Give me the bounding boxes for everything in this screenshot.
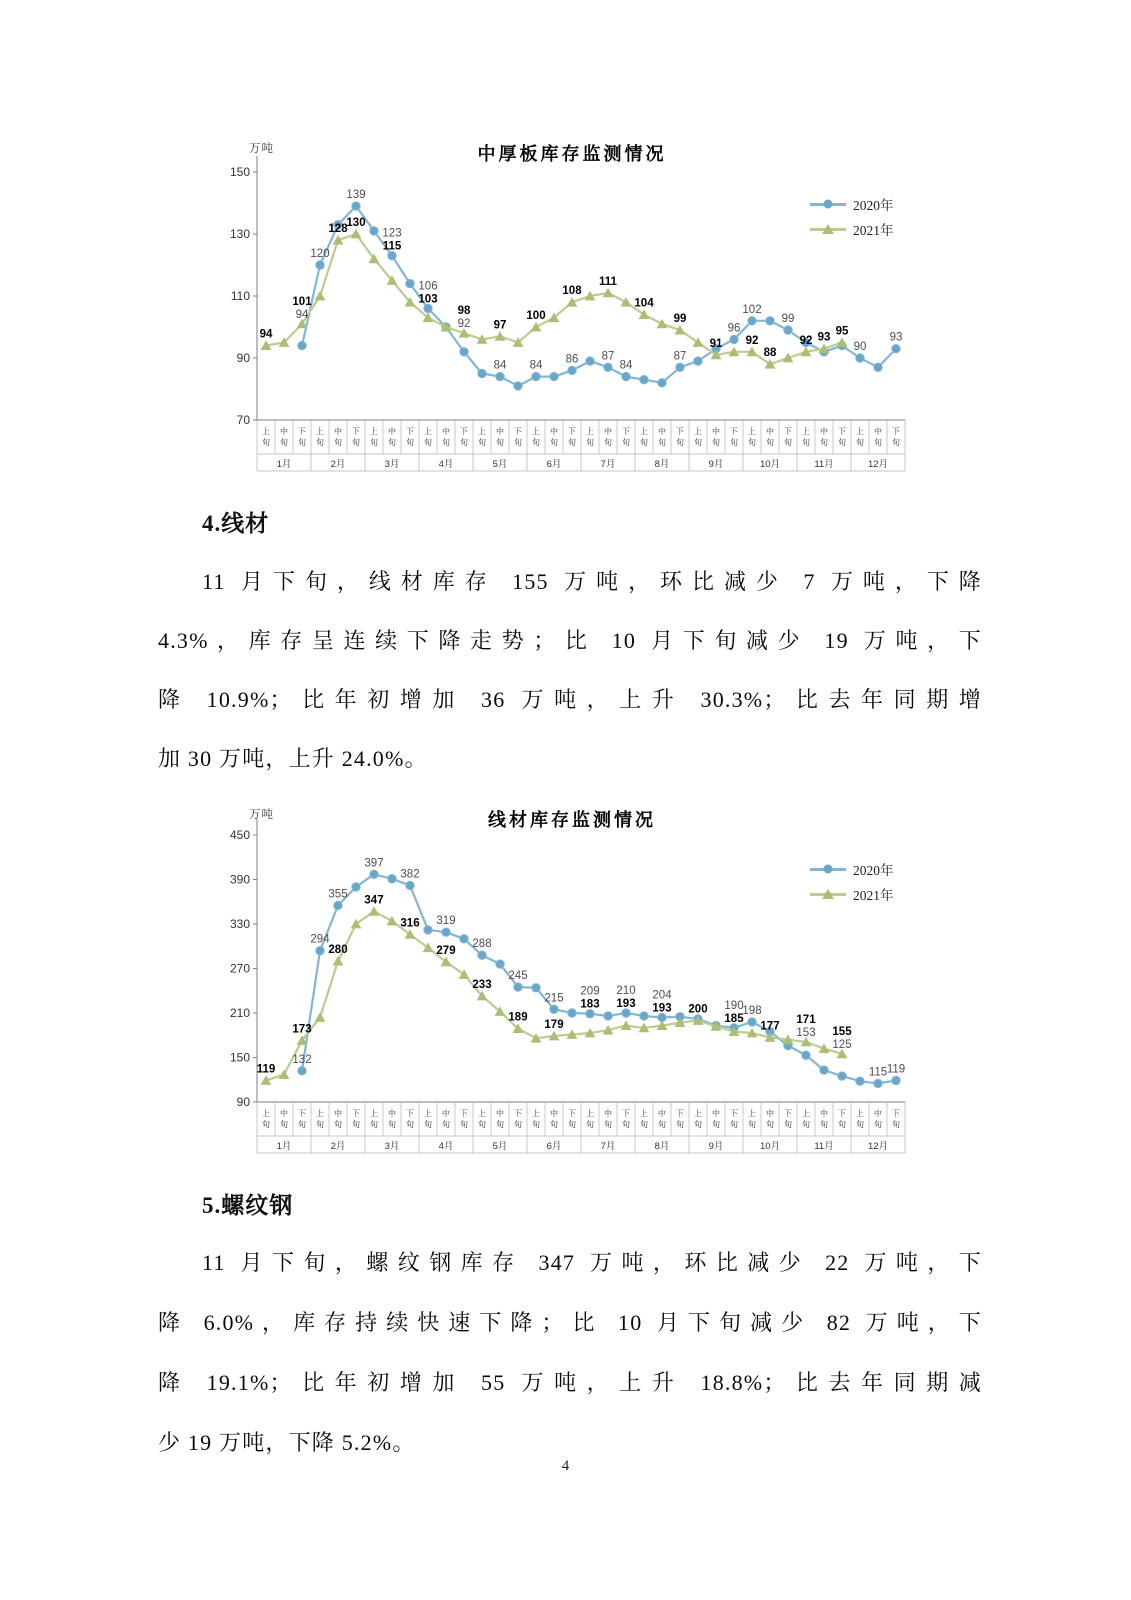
svg-text:12月: 12月 (867, 1141, 889, 1152)
svg-text:旬: 旬 (802, 1120, 810, 1129)
svg-text:102: 102 (742, 303, 762, 316)
svg-text:下: 下 (892, 1109, 900, 1118)
svg-text:319: 319 (436, 915, 456, 928)
svg-text:139: 139 (346, 189, 366, 202)
rebar-paragraph (158, 1233, 982, 1473)
svg-text:185: 185 (724, 1012, 744, 1025)
svg-text:旬: 旬 (424, 438, 432, 447)
svg-text:旬: 旬 (550, 1120, 558, 1129)
svg-text:中: 中 (280, 427, 288, 436)
svg-text:旬: 旬 (586, 438, 594, 447)
wire-rod-inventory-chart (222, 786, 922, 1160)
svg-text:130: 130 (346, 217, 366, 229)
svg-text:103: 103 (418, 293, 438, 306)
svg-text:110: 110 (230, 289, 250, 303)
svg-text:旬: 旬 (748, 438, 756, 447)
svg-text:9月: 9月 (708, 1141, 724, 1152)
svg-text:旬: 旬 (712, 438, 720, 447)
svg-text:中: 中 (442, 427, 450, 436)
svg-text:旬: 旬 (730, 1120, 738, 1129)
paragraph-line: 11 月下旬，螺纹钢库存 347 万吨，环比减少 22 万吨，下 (202, 1250, 982, 1275)
svg-text:上: 上 (478, 427, 486, 436)
svg-text:旬: 旬 (496, 438, 504, 447)
svg-text:旬: 旬 (316, 438, 324, 447)
svg-text:245: 245 (508, 970, 528, 983)
svg-text:下: 下 (406, 427, 414, 436)
svg-text:193: 193 (652, 1002, 672, 1015)
svg-text:382: 382 (400, 868, 420, 881)
svg-text:下: 下 (784, 427, 792, 436)
svg-text:旬: 旬 (784, 438, 792, 447)
svg-text:旬: 旬 (298, 438, 306, 447)
svg-text:下: 下 (676, 1109, 684, 1118)
svg-text:上: 上 (856, 1109, 864, 1118)
svg-text:旬: 旬 (262, 438, 270, 447)
svg-text:旬: 旬 (280, 1120, 288, 1129)
svg-text:中: 中 (658, 1109, 666, 1118)
svg-text:450: 450 (229, 828, 250, 842)
svg-text:上: 上 (262, 1109, 270, 1118)
svg-text:10月: 10月 (759, 1141, 781, 1152)
svg-text:旬: 旬 (838, 1120, 846, 1129)
wire-rod-paragraph (158, 552, 982, 788)
svg-text:旬: 旬 (694, 438, 702, 447)
legend-2020-label: 2020年 (853, 863, 894, 878)
svg-text:中: 中 (496, 1109, 504, 1118)
svg-text:下: 下 (514, 1109, 522, 1118)
svg-text:中: 中 (604, 427, 612, 436)
svg-text:94: 94 (295, 308, 309, 321)
svg-text:97: 97 (493, 319, 507, 332)
svg-text:171: 171 (796, 1013, 816, 1026)
svg-text:上: 上 (748, 1109, 756, 1118)
svg-text:中: 中 (766, 1109, 774, 1118)
svg-text:90: 90 (853, 341, 867, 353)
svg-text:99: 99 (781, 313, 795, 326)
svg-text:旬: 旬 (388, 1120, 396, 1129)
section-heading-rebar: 5.螺纹钢 (202, 1193, 294, 1218)
svg-text:旬: 旬 (262, 1120, 270, 1129)
svg-text:86: 86 (565, 353, 579, 366)
svg-text:旬: 旬 (460, 438, 468, 447)
svg-text:84: 84 (619, 359, 633, 372)
paragraph-line: 降 6.0%，库存持续快速下降；比 10 月下旬减少 82 万吨，下 (158, 1310, 982, 1335)
svg-text:92: 92 (457, 318, 471, 331)
svg-text:173: 173 (292, 1023, 312, 1036)
svg-text:84: 84 (529, 359, 543, 372)
svg-text:上: 上 (424, 427, 432, 436)
svg-text:88: 88 (763, 347, 777, 360)
svg-text:中: 中 (766, 427, 774, 436)
svg-text:旬: 旬 (532, 438, 540, 447)
svg-text:1月: 1月 (276, 1141, 292, 1152)
svg-text:209: 209 (580, 985, 600, 998)
svg-text:204: 204 (652, 989, 672, 1002)
svg-text:7月: 7月 (600, 459, 616, 470)
svg-text:8月: 8月 (654, 459, 670, 470)
legend-2021-label: 2021年 (853, 223, 894, 238)
svg-text:189: 189 (508, 1011, 528, 1024)
section-heading-wire-rod: 4.线材 (202, 511, 270, 536)
svg-text:183: 183 (580, 998, 600, 1011)
svg-text:316: 316 (400, 917, 420, 930)
svg-text:旬: 旬 (586, 1120, 594, 1129)
svg-text:下: 下 (838, 427, 846, 436)
svg-text:旬: 旬 (766, 438, 774, 447)
paragraph-line: 11 月下旬，线材库存 155 万吨，环比减少 7 万吨，下降 (202, 569, 982, 594)
svg-text:下: 下 (622, 1109, 630, 1118)
svg-text:中: 中 (820, 427, 828, 436)
svg-text:上: 上 (316, 427, 324, 436)
svg-text:中: 中 (658, 427, 666, 436)
svg-text:中: 中 (712, 427, 720, 436)
svg-text:旬: 旬 (442, 1120, 450, 1129)
svg-text:上: 上 (424, 1109, 432, 1118)
svg-text:旬: 旬 (622, 438, 630, 447)
svg-text:87: 87 (601, 350, 615, 363)
svg-text:中: 中 (820, 1109, 828, 1118)
svg-text:旬: 旬 (712, 1120, 720, 1129)
svg-text:中: 中 (388, 427, 396, 436)
svg-text:下: 下 (514, 427, 522, 436)
svg-text:旬: 旬 (748, 1120, 756, 1129)
svg-text:下: 下 (352, 427, 360, 436)
svg-text:中: 中 (712, 1109, 720, 1118)
svg-text:旬: 旬 (874, 1120, 882, 1129)
svg-text:101: 101 (292, 295, 312, 308)
svg-text:旬: 旬 (604, 1120, 612, 1129)
svg-text:100: 100 (526, 310, 546, 322)
svg-text:旬: 旬 (424, 1120, 432, 1129)
svg-text:旬: 旬 (730, 438, 738, 447)
svg-text:294: 294 (310, 933, 330, 946)
svg-text:下: 下 (568, 1109, 576, 1118)
svg-text:94: 94 (259, 328, 273, 341)
svg-text:下: 下 (298, 1109, 306, 1118)
svg-text:中: 中 (874, 1109, 882, 1118)
svg-text:上: 上 (532, 427, 540, 436)
svg-text:上: 上 (370, 427, 378, 436)
chart-title: 中厚板库存监测情况 (477, 144, 667, 164)
svg-text:旬: 旬 (892, 438, 900, 447)
svg-text:上: 上 (586, 1109, 594, 1118)
svg-text:下: 下 (892, 427, 900, 436)
svg-text:90: 90 (236, 351, 250, 365)
svg-text:128: 128 (328, 223, 348, 236)
svg-text:旬: 旬 (388, 438, 396, 447)
svg-text:123: 123 (382, 227, 402, 240)
svg-text:99: 99 (673, 313, 687, 326)
svg-text:150: 150 (229, 165, 250, 179)
svg-text:下: 下 (676, 427, 684, 436)
svg-text:旬: 旬 (478, 438, 486, 447)
svg-text:下: 下 (460, 1109, 468, 1118)
svg-text:旬: 旬 (370, 1120, 378, 1129)
svg-text:旬: 旬 (694, 1120, 702, 1129)
svg-text:70: 70 (236, 413, 250, 427)
legend-2021-label: 2021年 (853, 888, 894, 903)
svg-text:355: 355 (328, 888, 348, 901)
paragraph-line: 加 30 万吨，上升 24.0%。 (158, 746, 428, 771)
svg-text:330: 330 (229, 917, 250, 931)
svg-text:104: 104 (634, 297, 654, 310)
svg-text:6月: 6月 (546, 1141, 562, 1152)
svg-text:98: 98 (457, 305, 471, 318)
svg-text:2月: 2月 (330, 1141, 346, 1152)
svg-text:95: 95 (835, 325, 849, 338)
svg-text:旬: 旬 (856, 438, 864, 447)
svg-text:旬: 旬 (640, 1120, 648, 1129)
svg-text:旬: 旬 (532, 1120, 540, 1129)
svg-text:下: 下 (622, 427, 630, 436)
svg-text:上: 上 (802, 1109, 810, 1118)
svg-text:115: 115 (382, 240, 402, 253)
svg-text:87: 87 (673, 350, 687, 363)
svg-text:旬: 旬 (604, 438, 612, 447)
svg-text:7月: 7月 (600, 1141, 616, 1152)
svg-text:179: 179 (544, 1018, 564, 1031)
svg-text:11月: 11月 (814, 459, 834, 470)
svg-text:130: 130 (229, 227, 250, 241)
svg-text:旬: 旬 (496, 1120, 504, 1129)
svg-text:上: 上 (640, 1109, 648, 1118)
svg-text:旬: 旬 (316, 1120, 324, 1129)
svg-text:旬: 旬 (640, 438, 648, 447)
svg-text:上: 上 (802, 427, 810, 436)
svg-text:旬: 旬 (838, 438, 846, 447)
svg-text:上: 上 (748, 427, 756, 436)
svg-text:旬: 旬 (874, 438, 882, 447)
svg-text:下: 下 (838, 1109, 846, 1118)
svg-text:153: 153 (796, 1026, 816, 1039)
svg-text:150: 150 (229, 1050, 250, 1065)
svg-text:90: 90 (236, 1095, 250, 1109)
svg-text:270: 270 (229, 961, 250, 976)
page-number: 4 (561, 1458, 570, 1474)
medium-plate-inventory-chart (222, 138, 922, 478)
svg-text:200: 200 (688, 1003, 708, 1016)
svg-text:旬: 旬 (442, 438, 450, 447)
svg-text:下: 下 (298, 427, 306, 436)
svg-text:下: 下 (730, 1109, 738, 1118)
svg-text:旬: 旬 (550, 438, 558, 447)
svg-text:215: 215 (544, 992, 564, 1005)
y-axis-unit: 万吨 (249, 809, 274, 821)
chart-title: 线材库存监测情况 (488, 810, 656, 830)
svg-text:中: 中 (280, 1109, 288, 1118)
svg-text:279: 279 (436, 944, 456, 957)
svg-text:上: 上 (694, 1109, 702, 1118)
svg-text:下: 下 (352, 1109, 360, 1118)
svg-text:193: 193 (616, 998, 636, 1010)
svg-text:93: 93 (817, 331, 831, 344)
svg-text:84: 84 (493, 359, 507, 372)
svg-text:上: 上 (316, 1109, 324, 1118)
svg-text:旬: 旬 (568, 1120, 576, 1129)
paragraph-line: 4.3%，库存呈连续下降走势；比 10 月下旬减少 19 万吨，下 (158, 628, 982, 653)
svg-text:1月: 1月 (276, 459, 292, 470)
svg-text:旬: 旬 (568, 438, 576, 447)
svg-text:旬: 旬 (406, 1120, 414, 1129)
svg-text:中: 中 (496, 427, 504, 436)
svg-text:233: 233 (472, 978, 492, 991)
svg-text:93: 93 (889, 331, 903, 344)
svg-text:中: 中 (874, 427, 882, 436)
svg-text:5月: 5月 (492, 1141, 508, 1152)
svg-text:4月: 4月 (438, 459, 454, 470)
svg-text:中: 中 (334, 1109, 342, 1118)
svg-text:上: 上 (694, 427, 702, 436)
svg-text:旬: 旬 (820, 438, 828, 447)
svg-text:3月: 3月 (384, 459, 400, 470)
svg-text:中: 中 (388, 1109, 396, 1118)
svg-text:旬: 旬 (658, 1120, 666, 1129)
svg-text:下: 下 (730, 427, 738, 436)
svg-text:旬: 旬 (856, 1120, 864, 1129)
svg-text:中: 中 (550, 1109, 558, 1118)
svg-text:上: 上 (856, 427, 864, 436)
svg-text:92: 92 (799, 334, 813, 347)
svg-text:中: 中 (442, 1109, 450, 1118)
svg-text:9月: 9月 (708, 459, 724, 470)
svg-text:125: 125 (832, 1038, 852, 1051)
svg-text:288: 288 (472, 938, 492, 951)
svg-text:旬: 旬 (766, 1120, 774, 1129)
svg-text:10月: 10月 (759, 459, 781, 470)
svg-text:中: 中 (550, 427, 558, 436)
svg-text:旬: 旬 (406, 438, 414, 447)
svg-text:旬: 旬 (370, 438, 378, 447)
svg-text:155: 155 (832, 1025, 852, 1038)
y-axis-unit: 万吨 (249, 143, 274, 155)
svg-text:91: 91 (709, 337, 723, 350)
svg-text:中: 中 (334, 427, 342, 436)
svg-text:下: 下 (406, 1109, 414, 1118)
svg-text:旬: 旬 (784, 1120, 792, 1129)
svg-text:108: 108 (562, 285, 582, 298)
svg-text:下: 下 (568, 427, 576, 436)
paragraph-line: 少 19 万吨，下降 5.2%。 (158, 1430, 416, 1455)
medium-plate-inventory-plot (222, 138, 922, 478)
svg-text:8月: 8月 (654, 1141, 670, 1152)
svg-text:旬: 旬 (676, 1120, 684, 1129)
svg-text:旬: 旬 (298, 1120, 306, 1129)
svg-text:132: 132 (292, 1053, 312, 1066)
svg-text:旬: 旬 (622, 1120, 630, 1129)
svg-text:旬: 旬 (478, 1120, 486, 1129)
svg-text:上: 上 (640, 427, 648, 436)
paragraph-line: 降 19.1%；比年初增加 55 万吨，上升 18.8%；比去年同期减 (158, 1370, 982, 1395)
svg-text:旬: 旬 (802, 438, 810, 447)
svg-text:旬: 旬 (460, 1120, 468, 1129)
svg-text:198: 198 (742, 1004, 762, 1017)
svg-text:96: 96 (727, 322, 741, 335)
svg-text:4月: 4月 (438, 1141, 454, 1152)
svg-text:旬: 旬 (892, 1120, 900, 1129)
svg-text:旬: 旬 (658, 438, 666, 447)
svg-text:旬: 旬 (334, 438, 342, 447)
svg-text:190: 190 (724, 999, 744, 1012)
svg-text:上: 上 (532, 1109, 540, 1118)
svg-text:旬: 旬 (676, 438, 684, 447)
svg-text:210: 210 (229, 1006, 250, 1020)
svg-text:2月: 2月 (330, 459, 346, 470)
svg-text:旬: 旬 (820, 1120, 828, 1129)
svg-text:120: 120 (310, 248, 330, 260)
wire-rod-inventory-plot (222, 786, 922, 1160)
svg-text:旬: 旬 (334, 1120, 342, 1129)
svg-text:6月: 6月 (546, 459, 562, 470)
svg-text:5月: 5月 (492, 459, 508, 470)
svg-text:上: 上 (262, 427, 270, 436)
svg-text:旬: 旬 (352, 1120, 360, 1129)
paragraph-line: 降 10.9%；比年初增加 36 万吨，上升 30.3%；比去年同期增 (158, 687, 982, 712)
svg-text:旬: 旬 (514, 1120, 522, 1129)
svg-text:中: 中 (604, 1109, 612, 1118)
svg-text:390: 390 (229, 872, 250, 887)
svg-text:397: 397 (364, 857, 384, 870)
svg-text:下: 下 (784, 1109, 792, 1118)
svg-text:115: 115 (868, 1066, 888, 1079)
svg-text:旬: 旬 (352, 438, 360, 447)
svg-text:旬: 旬 (280, 438, 288, 447)
svg-text:上: 上 (370, 1109, 378, 1118)
svg-text:177: 177 (760, 1020, 780, 1033)
svg-text:210: 210 (616, 985, 636, 997)
svg-text:111: 111 (599, 275, 617, 288)
svg-text:旬: 旬 (514, 438, 522, 447)
legend-2020-label: 2020年 (853, 198, 894, 213)
svg-text:119: 119 (886, 1063, 906, 1076)
svg-text:280: 280 (328, 944, 348, 957)
svg-text:12月: 12月 (867, 459, 889, 470)
svg-text:上: 上 (478, 1109, 486, 1118)
svg-text:11月: 11月 (814, 1141, 834, 1152)
svg-text:119: 119 (256, 1063, 276, 1076)
svg-text:上: 上 (586, 427, 594, 436)
svg-text:下: 下 (460, 427, 468, 436)
svg-text:106: 106 (418, 280, 438, 293)
svg-text:347: 347 (364, 894, 384, 907)
svg-text:92: 92 (745, 334, 759, 347)
svg-text:3月: 3月 (384, 1141, 400, 1152)
